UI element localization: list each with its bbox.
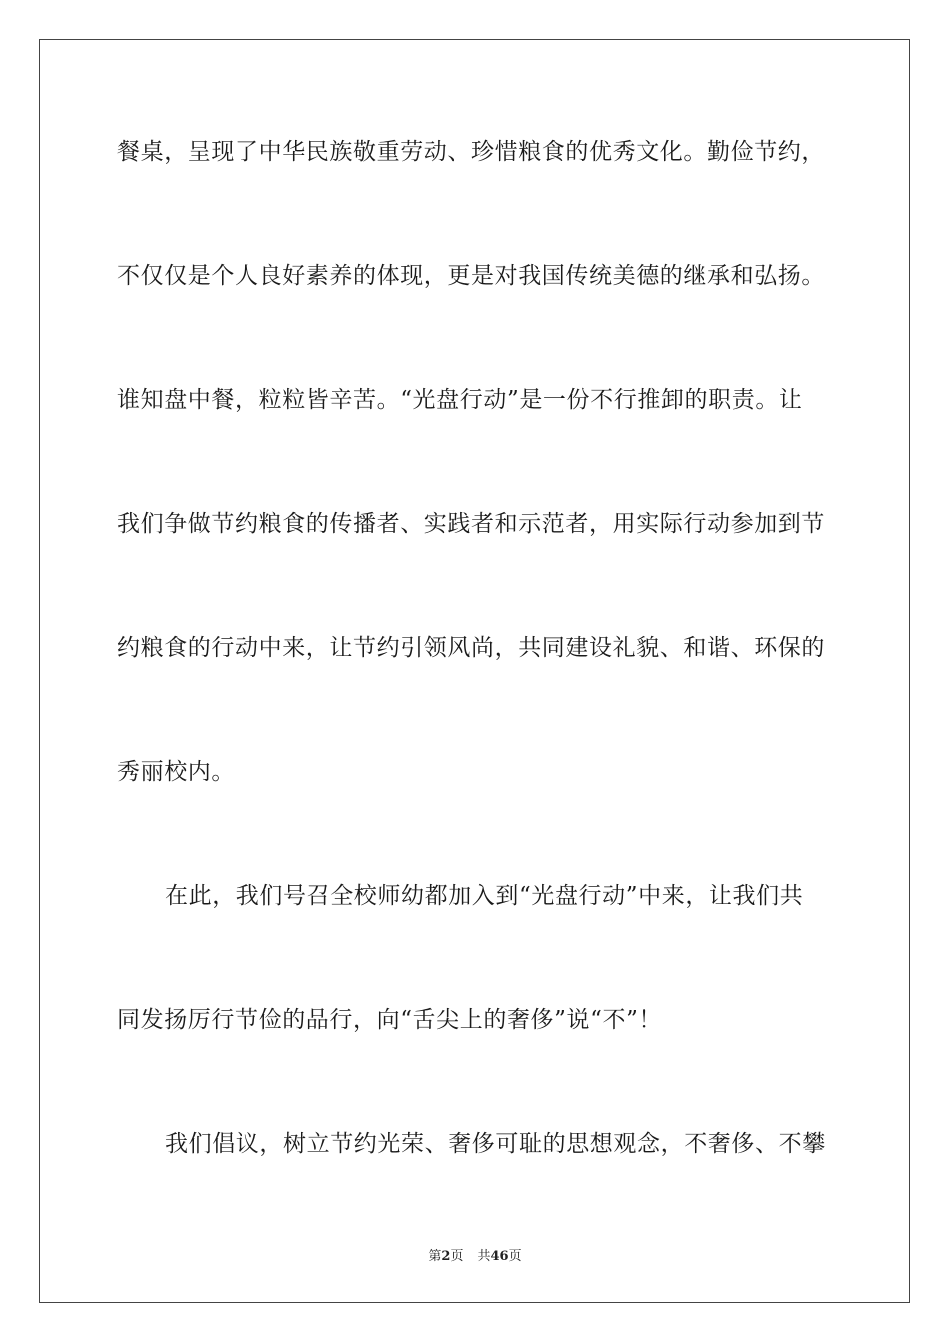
total-suffix: 页: [508, 1249, 522, 1264]
page-prefix: 第: [428, 1249, 442, 1264]
body-line-6: 秀丽校内。: [117, 759, 235, 785]
total-pages: 46: [490, 1249, 509, 1264]
page-suffix: 页: [450, 1249, 464, 1264]
body-line-5: 约粮食的行动中来，让节约引领风尚，共同建设礼貌、和谐、环保的: [117, 635, 825, 661]
page-footer: [0, 1248, 950, 1266]
body-line-2: 不仅仅是个人良好素养的体现，更是对我国传统美德的继承和弘扬。: [117, 263, 825, 289]
page-number: 2: [441, 1249, 451, 1264]
body-line-1: 餐桌，呈现了中华民族敬重劳动、珍惜粮食的优秀文化。勤俭节约，: [117, 139, 825, 165]
body-line-7: 在此，我们号召全校师幼都加入到“光盘行动”中来，让我们共: [165, 883, 804, 909]
page-border: [39, 39, 910, 1303]
total-prefix: 共: [477, 1249, 491, 1264]
body-line-8: 同发扬厉行节俭的品行，向“舌尖上的奢侈”说“不”！: [117, 1007, 663, 1033]
body-line-3: 谁知盘中餐，粒粒皆辛苦。“光盘行动”是一份不行推卸的职责。让: [117, 387, 803, 413]
body-line-4: 我们争做节约粮食的传播者、实践者和示范者，用实际行动参加到节: [117, 511, 825, 537]
body-line-9: 我们倡议，树立节约光荣、奢侈可耻的思想观念，不奢侈、不攀: [165, 1131, 826, 1157]
